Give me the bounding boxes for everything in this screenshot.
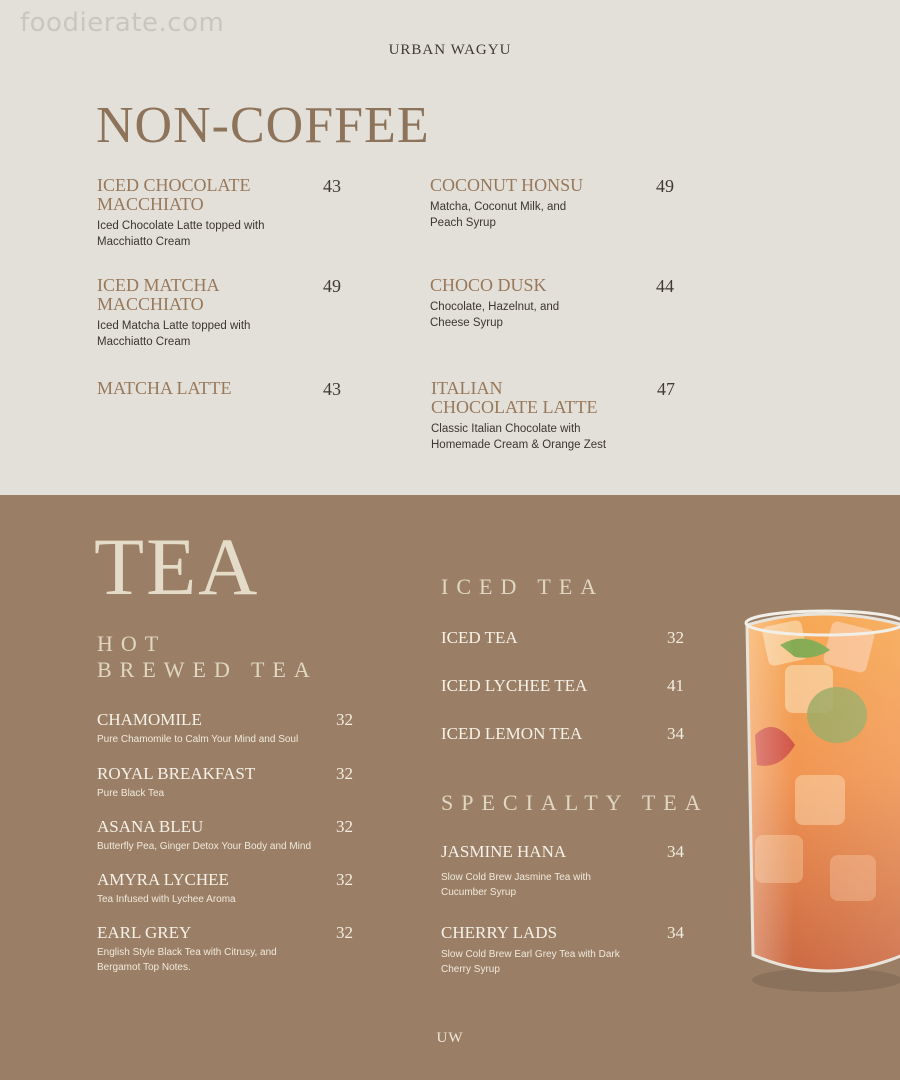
brand-name: URBAN WAGYU bbox=[388, 42, 512, 58]
menu-item bbox=[97, 710, 347, 747]
menu-item bbox=[441, 676, 691, 696]
menu-item bbox=[441, 628, 691, 648]
item-price: 32 bbox=[667, 628, 684, 647]
item-price: 32 bbox=[336, 710, 353, 729]
item-price: 32 bbox=[336, 817, 353, 836]
item-price: 43 bbox=[323, 379, 341, 399]
item-name: ICED MATCHA MACCHIATO bbox=[97, 275, 219, 314]
menu-item bbox=[97, 923, 347, 975]
item-price: 49 bbox=[323, 276, 341, 296]
item-name: ICED TEA bbox=[441, 628, 518, 647]
iced-tea-heading: ICED TEA bbox=[441, 574, 605, 599]
item-description: Pure Black Tea bbox=[97, 788, 165, 799]
heading-line: HOT bbox=[97, 631, 167, 656]
item-description: Slow Cold Brew Earl Grey Tea with Dark Cherry Syrup bbox=[441, 949, 620, 975]
non-coffee-title: NON-COFFEE bbox=[96, 97, 430, 154]
menu-item bbox=[97, 176, 357, 250]
item-name: ICED LYCHEE TEA bbox=[441, 676, 588, 695]
menu-item bbox=[430, 276, 690, 331]
item-name: ASANA BLEU bbox=[97, 817, 204, 836]
iced-tea-glass-image bbox=[735, 605, 900, 995]
item-name: AMYRA LYCHEE bbox=[97, 870, 229, 889]
item-description: Iced Matcha Latte topped with Macchiatto Cream bbox=[97, 320, 251, 348]
heading-line: BREWED TEA bbox=[97, 657, 318, 682]
menu-item bbox=[430, 176, 690, 231]
item-name: MATCHA LATTE bbox=[97, 378, 232, 398]
item-price: 34 bbox=[667, 724, 684, 743]
menu-item bbox=[97, 870, 347, 907]
item-price: 44 bbox=[656, 276, 674, 296]
menu-item bbox=[441, 724, 691, 744]
item-description: Slow Cold Brew Jasmine Tea with Cucumber Syrup bbox=[441, 872, 591, 898]
item-name: ITALIAN CHOCOLATE LATTE bbox=[431, 378, 598, 417]
item-price: 32 bbox=[336, 923, 353, 942]
specialty-tea-heading: SPECIALTY TEA bbox=[441, 790, 709, 815]
item-price: 32 bbox=[336, 764, 353, 783]
item-price: 34 bbox=[667, 842, 684, 861]
menu-item bbox=[97, 379, 357, 398]
footer-logo: UW bbox=[436, 1030, 464, 1046]
item-name: CHERRY LADS bbox=[441, 923, 558, 942]
item-price: 49 bbox=[656, 176, 674, 196]
menu-item bbox=[431, 379, 691, 453]
item-name: EARL GREY bbox=[97, 923, 192, 942]
item-price: 32 bbox=[336, 870, 353, 889]
item-description: Pure Chamomile to Calm Your Mind and Soul bbox=[97, 734, 299, 745]
item-name: CHOCO DUSK bbox=[430, 275, 547, 295]
item-description: Iced Chocolate Latte topped with Macchiatto Cream bbox=[97, 220, 265, 248]
item-price: 34 bbox=[667, 923, 684, 942]
item-name: JASMINE HANA bbox=[441, 842, 567, 861]
item-price: 43 bbox=[323, 176, 341, 196]
menu-item bbox=[97, 276, 357, 350]
item-name: CHAMOMILE bbox=[97, 710, 202, 729]
item-price: 41 bbox=[667, 676, 684, 695]
item-description: English Style Black Tea with Citrusy, and Bergamot Top Notes. bbox=[97, 947, 277, 973]
menu-item bbox=[441, 923, 691, 977]
item-name: ROYAL BREAKFAST bbox=[97, 764, 256, 783]
item-price: 47 bbox=[657, 379, 675, 399]
item-name: COCONUT HONSU bbox=[430, 175, 584, 195]
item-description: Matcha, Coconut Milk, and Peach Syrup bbox=[430, 201, 567, 229]
item-name: ICED LEMON TEA bbox=[441, 724, 583, 743]
menu-item bbox=[97, 817, 347, 854]
item-name: ICED CHOCOLATE MACCHIATO bbox=[97, 175, 251, 214]
item-description: Classic Italian Chocolate with Homemade Cream & Orange Zest bbox=[431, 423, 607, 451]
item-description: Butterfly Pea, Ginger Detox Your Body and Mind bbox=[97, 841, 312, 852]
item-description: Chocolate, Hazelnut, and Cheese Syrup bbox=[430, 301, 560, 329]
hot-brewed-heading bbox=[97, 631, 318, 683]
menu-item bbox=[97, 764, 347, 801]
item-description: Tea Infused with Lychee Aroma bbox=[97, 894, 236, 905]
tea-title: TEA bbox=[94, 521, 260, 612]
menu-item bbox=[441, 842, 691, 900]
watermark: foodierate.com bbox=[20, 8, 225, 38]
